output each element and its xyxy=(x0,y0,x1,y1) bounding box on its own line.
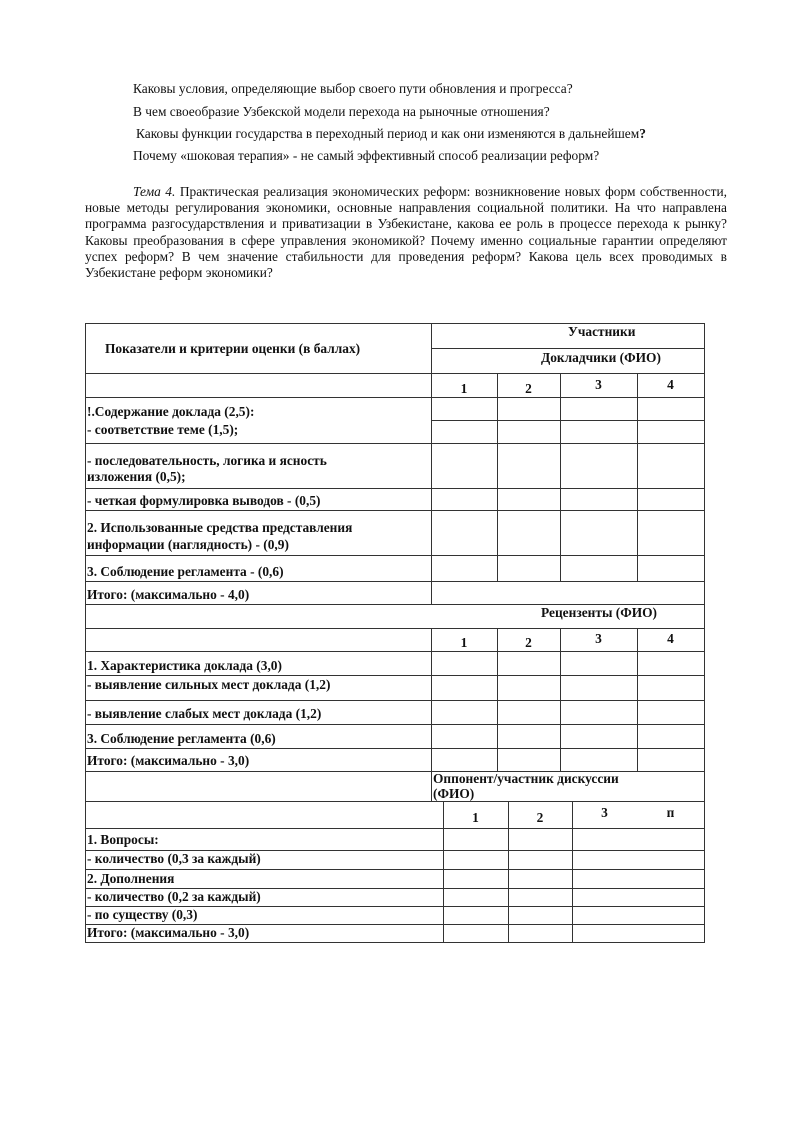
reviewers-row-1: 1. Характеристика доклада (3,0) xyxy=(87,658,282,673)
opponents-col-3: 3 xyxy=(601,805,608,820)
reviewers-row-2: - выявление сильных мест доклада (1,2) xyxy=(87,677,331,692)
speakers-row-6: 2. Использованные средства представления xyxy=(87,520,353,535)
speakers-col-4: 4 xyxy=(667,377,674,392)
opponents-row-1: 1. Вопросы: xyxy=(87,832,159,847)
opponents-row-3: 2. Дополнения xyxy=(87,871,175,886)
question-1: Каковы условия, определяющие выбор своего пути обновления и прогресса? xyxy=(133,81,573,96)
speakers-row-4: изложения (0,5); xyxy=(87,469,186,484)
opponents-row-4: - количество (0,2 за каждый) xyxy=(87,889,261,904)
reviewers-row-4: 3. Соблюдение регламента (0,6) xyxy=(87,731,276,746)
reviewers-total: Итого: (максимально - 3,0) xyxy=(87,753,250,768)
speakers-total: Итого: (максимально - 4,0) xyxy=(87,587,250,602)
reviewers-title: Рецензенты (ФИО) xyxy=(541,605,657,620)
theme-label: Тема 4. xyxy=(133,184,176,199)
opponents-row-2: - количество (0,3 за каждый) xyxy=(87,851,261,866)
question-3-text: Каковы функции государства в переходный период и как они изменяются в дальнейшем xyxy=(136,126,640,141)
speakers-row-7: информации (наглядность) - (0,9) xyxy=(87,537,289,552)
theme-paragraph xyxy=(85,184,727,281)
speakers-col-3: 3 xyxy=(595,377,602,392)
reviewers-col-3: 3 xyxy=(595,631,602,646)
question-4: Почему «шоковая терапия» - не самый эффективный способ реализации реформ? xyxy=(133,148,600,163)
speakers-row-3: - последовательность, логика и ясность xyxy=(87,453,327,468)
reviewers-row-3: - выявление слабых мест доклада (1,2) xyxy=(87,706,322,721)
opponents-total: Итого: (максимально - 3,0) xyxy=(87,925,250,940)
participants-header: Участники xyxy=(568,324,636,339)
question-3-mark: ? xyxy=(639,126,646,141)
speakers-col-2: 2 xyxy=(525,381,532,396)
speakers-col-1: 1 xyxy=(460,381,468,396)
criteria-header: Показатели и критерии оценки (в баллах) xyxy=(105,341,361,356)
question-3 xyxy=(136,126,646,142)
question-2: В чем своеобразие Узбекской модели перехода на рыночные отношения? xyxy=(133,104,550,119)
opponents-title-2: (ФИО) xyxy=(433,786,475,801)
opponents-row-5: - по существу (0,3) xyxy=(87,907,198,922)
opponents-col-2: 2 xyxy=(536,810,544,825)
speakers-row-1: !.Содержание доклада (2,5): xyxy=(87,404,255,419)
opponents-col-4: п xyxy=(666,805,675,820)
theme-text: Практическая реализация экономических реформ: возникновение новых форм собственности, новые методы регулирования экономики, основные направления социальной политики. На что направлена программа разгосударствления и приватизации в Узбекистане, какова ее роль в процессе перехода к рынку? Каковы преобразования в сфере управления экономикой? Почему именно социальные гарантии определяют успех реформ? В чем значение стабильности для проведения реформ? Какова цель всех проводимых в Узбекистане реформ экономики? xyxy=(85,184,727,281)
opponents-title-1: Оппонент/участник дискуссии xyxy=(433,771,619,786)
opponents-col-1: 1 xyxy=(472,810,479,825)
speakers-title: Докладчики (ФИО) xyxy=(541,350,661,365)
speakers-row-5: - четкая формулировка выводов - (0,5) xyxy=(87,493,321,508)
reviewers-col-4: 4 xyxy=(667,631,674,646)
speakers-row-2: - соответствие теме (1,5); xyxy=(87,422,239,437)
speakers-row-8: 3. Соблюдение регламента - (0,6) xyxy=(87,564,284,579)
reviewers-col-2: 2 xyxy=(525,635,532,650)
reviewers-col-1: 1 xyxy=(460,635,468,650)
